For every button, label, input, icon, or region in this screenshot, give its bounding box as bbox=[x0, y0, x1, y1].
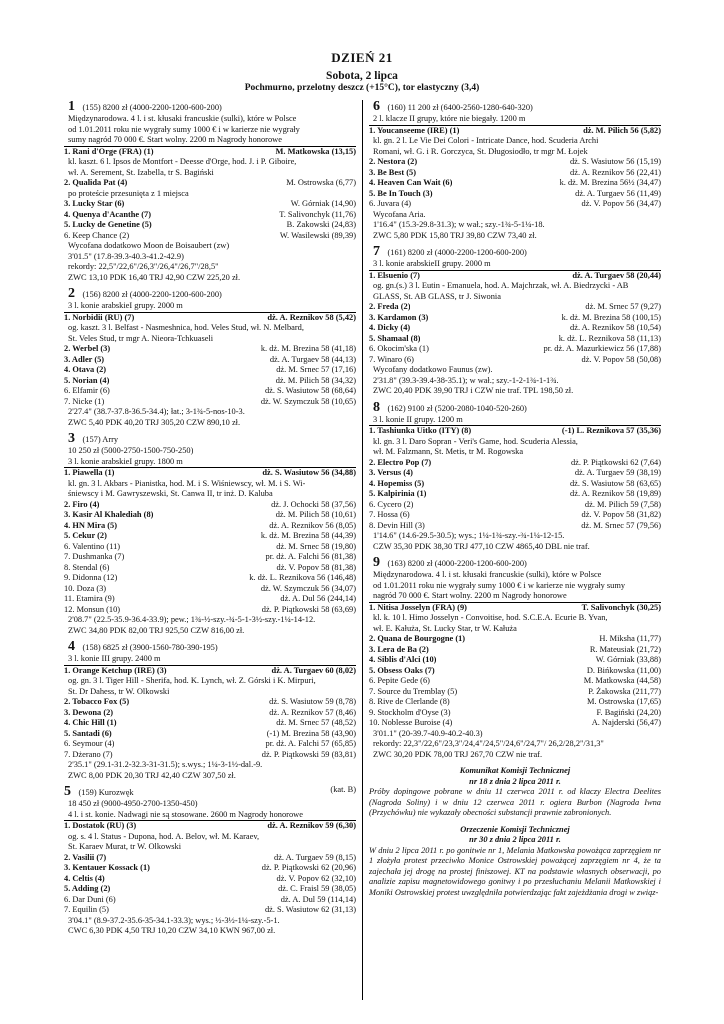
race-line: od 1.01.2011 roku nie wygrały sumy 1000 € i w karierze nie wygrały sumy bbox=[373, 580, 626, 590]
race-line: ZWC 20,40 PDK 39,90 TRJ i CZW nie traf. TPL 198,50 zł. bbox=[373, 386, 574, 395]
race-line: 2'08.7" (22.5-35.9-36.4-33.9); pew.; 1¾-½-szy.-¾-5-1-3½-szy.-1¼-14-12. bbox=[68, 615, 316, 624]
race-line: 2. Electro Pop (7) dż. P. Piątkowski 62 (7,64) bbox=[369, 457, 661, 467]
race-line: GLASS, St. AB GLASS, tr J. Siwonia bbox=[373, 291, 501, 301]
race-line: 9. Stockholm d'Oyse (3) F. Bagiński (24,20) bbox=[369, 707, 661, 717]
race-line: 3 l. konie arabskieI grupy. 2000 m bbox=[68, 301, 183, 310]
race-line: 7. Dushmanka (7) pr. dż. A. Falchi 56 (81,38) bbox=[64, 552, 356, 561]
race-line: Romani, wł. G. i R. Gorczyca, St. Długosiodło, tr mgr M. Łojek bbox=[373, 146, 588, 156]
column-divider bbox=[362, 100, 363, 1000]
race-4 bbox=[64, 640, 356, 781]
race-line: 5. Obsess Oaks (7) D. Bińkowska (11,00) bbox=[369, 665, 661, 675]
race-line: ZWC 5,40 PDK 40,20 TRJ 305,20 CZW 890,10 zł. bbox=[68, 417, 241, 427]
race-line: 5. Be In Touch (3) dż. A. Turgaev 56 (11,49) bbox=[369, 188, 661, 198]
race-line: 1. Nitisa Josselyn (FRA) (9) T. Salivonchyk (30,25) bbox=[369, 602, 661, 612]
race-line: 12. Monsun (10) dż. P. Piątkowski 58 (63,69) bbox=[64, 604, 356, 614]
race-line: 6. Pepite Gede (6) M. Matkowska (44,58) bbox=[369, 676, 661, 685]
race-line: ZWC 34,80 PDK 82,00 TRJ 925,50 CZW 816,00 zł. bbox=[68, 625, 245, 635]
race-line: 2. Nestora (2) dż. S. Wasiutow 56 (15,19) bbox=[369, 157, 661, 166]
race-line: 3 (157) Arry bbox=[68, 432, 119, 446]
race-line: 3. Lera de Ba (2) R. Mateusiak (21,72) bbox=[369, 644, 661, 654]
race-line: CZW 35,30 PDK 38,30 TRJ 477,10 CZW 4865,40 DBL nie traf. bbox=[373, 541, 590, 551]
race-line: St. Dr Dahess, tr W. Olkowski bbox=[68, 686, 170, 696]
race-line: 6. Cycero (2) dż. M. Pilich 59 (7,58) bbox=[369, 499, 661, 509]
race-line: 5. Cekur (2) k. dż. M. Brezina 58 (44,39) bbox=[64, 531, 356, 540]
race-line: 5. Kalpirinia (1) dż. A. Reznikov 58 (19,89) bbox=[369, 489, 661, 498]
race-line: 18 450 zł (9000-4950-2700-1350-450) bbox=[68, 799, 198, 808]
race-line: Międzynarodowa. 4 l. i st. kłusaki francuskie (sulki), które w Polsce bbox=[68, 114, 297, 123]
race-line: 9. Didonna (12) k. dż. L. Reznikova 56 (146,48) bbox=[64, 573, 356, 582]
race-line: og. gn.(s.) 3 l. Eutin - Emanuela, hod. A. Majchrzak, wł. A. Biedrzycki - AB bbox=[373, 281, 629, 290]
notice-1-text: Próby dopingowe pobrane w dniu 11 czerwca 2011 r. od klaczy Electra Deelites (Nagroda Soliny) i w dniu 12 czerwca 2011 r. ogiera Burbon (Nagroda Iwna (Przychówku) nie wykazały obecności substancji prawnie zabronionych. bbox=[369, 787, 661, 817]
race-line: 10. Doza (3) dż. W. Szymczuk 56 (34,07) bbox=[64, 583, 356, 593]
race-line: 8. Rive de Clerlande (8) M. Ostrowska (17,65) bbox=[369, 697, 661, 706]
race-line: 1'16.4" (15.3-29.8-31.3); w wał.; szy.-1¾-5-1¼-18. bbox=[373, 220, 545, 229]
race-1 bbox=[64, 100, 356, 283]
race-number: 7 bbox=[373, 245, 384, 259]
race-line: Wycofana Aria. bbox=[373, 209, 426, 219]
race-line: 6 (160) 11 200 zł (6400-2560-1280-640-320) bbox=[373, 100, 533, 114]
notice-2-title: Orzeczenie Komisji Technicznej bbox=[460, 824, 570, 834]
race-line: kl. gn. 2 l. Le Vie Dei Colori - Intricate Dance, hod. Scuderia Archi bbox=[373, 136, 599, 145]
race-line: 2. Qualida Pat (4) M. Ostrowska (6,77) bbox=[64, 178, 356, 187]
race-line: 4 l. i st. konie. Nadwagi nie są stosowane. 2600 m Nagrody honorowe bbox=[68, 809, 303, 819]
notice-1-title: Komunikat Komisji Technicznej bbox=[459, 766, 571, 775]
race-line: 2 l. klacze II grupy, które nie biegały. 1200 m bbox=[373, 114, 526, 123]
race-line: 3'01.1" (20-39.7-40.9-40.2-40.3) bbox=[373, 728, 483, 738]
right-column bbox=[369, 100, 661, 898]
race-line: 7. Source du Tremblay (5) P. Żakowska (211,77) bbox=[369, 686, 661, 696]
race-line: 4. Hopemiss (5) dż. S. Wasiutow 58 (63,65) bbox=[369, 478, 661, 488]
race-line: 6. Juvara (4) dż. V. Popov 56 (34,47) bbox=[369, 199, 661, 208]
race-line: 5 (159) Kurozwęk (kat. B) bbox=[64, 785, 356, 799]
race-line: 1'14.6" (14.6-29.5-30.5); wys.; 1¼-1¾-szy.-¾-1¼-12-15. bbox=[373, 531, 565, 540]
race-line: og. kaszt. 3 l. Belfast - Nasmeshnica, hod. Veles Stud, wł. N. Melbard, bbox=[68, 323, 304, 332]
race-line: og. s. 4 l. Status - Dupona, hod. A. Belov, wł. M. Karaev, bbox=[68, 831, 260, 841]
race-line: 7. Nicke (1) dż. W. Szymczuk 58 (10,65) bbox=[64, 396, 356, 406]
race-3 bbox=[64, 432, 356, 636]
race-line: 5. Shamaal (8) k. dż. L. Reznikova 58 (11,13) bbox=[369, 333, 661, 343]
race-line: 3. Kentauer Kossack (1) dż. P. Piątkowski 62 (20,96) bbox=[64, 863, 356, 872]
race-line: 4. Quenya d'Acanthe (7) T. Salivonchyk (11,76) bbox=[64, 209, 356, 219]
race-number: 2 bbox=[68, 287, 79, 301]
race-line: 2. Vasilii (7) dż. A. Turgaev 59 (8,15) bbox=[64, 852, 356, 862]
race-line: 1. Youcanseeme (IRE) (1) dż. M. Pilich 56 (5,82) bbox=[369, 125, 661, 135]
track-conditions: Pochmurno, przelotny deszcz (+15°C), tor elastyczny (3,4) bbox=[244, 83, 480, 93]
race-line: 4. Chic Hill (1) dż. M. Srnec 57 (48,52) bbox=[64, 718, 356, 727]
page-date: Sobota, 2 lipca bbox=[326, 70, 398, 82]
race-line: 10 250 zł (5000-2750-1500-750-250) bbox=[68, 446, 194, 455]
race-line: 1. Tashiunka Uitko (ITY) (8) (-1) L. Reznikova 57 (35,36) bbox=[369, 426, 661, 435]
race-number: 9 bbox=[373, 556, 384, 570]
race-number: 4 bbox=[68, 640, 79, 654]
race-line: kl. kaszt. 6 l. Ipsos de Montfort - Deesse d'Orge, hod. J. i P. Giboire, bbox=[68, 157, 297, 166]
race-line: kl. k. 10 l. Himo Josselyn - Convoitise, hod. S.C.E.A. Ecurie B. Yvan, bbox=[373, 613, 608, 622]
race-line: 2'27.4" (38.7-37.8-36.5-34.4); łat.; 3-1¾-5-nos-10-3. bbox=[68, 407, 245, 416]
race-line: 3'04.1" (8.9-37.2-35.6-35-34.1-33.3); wys.; ½-3½-1¼-szy.-5-1. bbox=[68, 915, 280, 925]
race-line: 10. Noblesse Buroise (4) A. Najderski (56,47) bbox=[369, 718, 661, 727]
race-line: 6. Valentino (11) dż. M. Srnec 58 (19,80) bbox=[64, 541, 356, 551]
race-line: 3. Versus (4) dż. A. Turgaev 59 (38,19) bbox=[369, 468, 661, 477]
race-line: 2 (156) 8200 zł (4000-2200-1200-600-200) bbox=[68, 287, 222, 301]
notice-1-subtitle: nr 18 z dnia 2 lipca 2011 r. bbox=[469, 776, 561, 786]
page-title: DZIEŃ 21 bbox=[331, 50, 393, 65]
race-line: 3 l. konie arabskieI grupy. 1800 m bbox=[68, 456, 183, 466]
race-line: 7. Winaro (6) dż. V. Popov 58 (50,08) bbox=[369, 354, 661, 364]
race-line: nagród 70 000 €. Start wolny. 2200 m Nagrody honorowe bbox=[373, 591, 567, 600]
race-line: 4 (158) 6825 zł (3900-1560-780-390-195) bbox=[68, 640, 218, 654]
race-5 bbox=[64, 785, 356, 937]
race-number: 1 bbox=[68, 100, 79, 114]
race-line: 6. Dar Duni (6) dż. A. Dul 59 (114,14) bbox=[64, 894, 356, 904]
race-line: 1. Dostatok (RU) (3) dż. A. Reznikov 59 (6,30) bbox=[64, 821, 356, 830]
race-line: 8. Devin Hill (3) dż. M. Srnec 57 (79,56) bbox=[369, 520, 661, 530]
race-line: ZWC 13,10 PDK 16,40 TRJ 42,90 CZW 225,20 zł. bbox=[68, 272, 241, 282]
race-line: 1 (155) 8200 zł (4000-2200-1200-600-200) bbox=[68, 100, 222, 114]
race-line: 1. Rani d'Orge (FRA) (1) M. Matkowska (13,15) bbox=[64, 146, 356, 156]
race-line: Wycofany dodatkowo Faunus (zw). bbox=[373, 365, 493, 374]
race-2 bbox=[64, 287, 356, 428]
race-line: kl. gn. 3 l. Akbars - Pianistka, hod. M. i S. Wiśniewscy, wł. M. i S. Wi- bbox=[68, 478, 306, 488]
race-8 bbox=[369, 401, 661, 553]
race-line: 5. Adding (2) dż. C. Fraisl 59 (38,05) bbox=[64, 884, 356, 893]
race-line: 2. Freda (2) dż. M. Srnec 57 (9,27) bbox=[369, 302, 661, 311]
race-line: Międzynarodowa. 4 l. i st. kłusaki francuskie (sulki), które w Polsce bbox=[373, 570, 602, 579]
race-line: 2'35.1" (29.1-31.2-32.3-31-31.5); s.wys.; 1¼-3-1½-dal.-9. bbox=[68, 760, 263, 769]
race-line: 6. Elfamir (6) dż. S. Wasiutow 58 (68,64) bbox=[64, 386, 356, 395]
race-line: ZWC 8,00 PDK 20,30 TRJ 42,40 CZW 307,50 zł. bbox=[68, 770, 236, 780]
race-line: 3 l. konie arabskieII grupy. 2000 m bbox=[373, 259, 491, 268]
race-line: CWC 6,30 PDK 4,50 TRJ 10,20 CZW 34,10 KWN 967,00 zł. bbox=[68, 926, 276, 935]
race-line: 3. Dewona (2) dż. A. Reznikov 57 (8,46) bbox=[64, 707, 356, 717]
race-6 bbox=[369, 100, 661, 241]
race-line: 6. Seymour (4) pr. dż. A. Falchi 57 (65,85) bbox=[64, 739, 356, 748]
race-number: 8 bbox=[373, 400, 384, 415]
race-line: 7. Equilin (5) dż. S. Wasiutow 62 (31,13) bbox=[64, 905, 356, 914]
left-column bbox=[64, 100, 356, 941]
race-line: rekordy: 22,5"/22,6"/26,3"/26,4"/26,7"/28,5" bbox=[68, 262, 219, 271]
race-line: St. Veles Stud, tr mgr A. Nieora-Tchkuaseli bbox=[68, 333, 214, 343]
race-line: 3. Lucky Star (6) W. Górniak (14,90) bbox=[64, 199, 356, 208]
race-line: 11. Etamira (9) dż. A. Dul 56 (244,14) bbox=[64, 594, 356, 603]
race-line: 1. Elsuenio (7) dż. A. Turgaev 58 (20,44) bbox=[369, 270, 661, 280]
race-line: Wycofana dodatkowo Moon de Boisaubert (zw) bbox=[68, 241, 230, 250]
race-number: 6 bbox=[373, 100, 384, 114]
race-line: 1. Norbidii (RU) (7) dż. A. Reznikov 58 (5,42) bbox=[64, 312, 356, 322]
race-line: 3 l. konie III grupy. 2400 m bbox=[68, 654, 161, 663]
race-line: St. Karaev Murat, tr W. Olkowski bbox=[68, 842, 182, 851]
race-line: 4. Siblis d'Alci (10) W. Górniak (33,88) bbox=[369, 655, 661, 664]
race-line: 2. Firo (4) dż. J. Ochocki 58 (37,56) bbox=[64, 499, 356, 509]
race-line: 4. Celtis (4) dż. V. Popov 62 (32,10) bbox=[64, 873, 356, 883]
race-line: rekordy: 22,3"/22,6"/23,3"/24,4"/24,5"/24,6"/24,7"/ 26,2/28,2"/31,3" bbox=[373, 739, 604, 748]
race-line: ZWC 5,80 PDK 15,80 TRJ 39,80 CZW 73,40 zł. bbox=[373, 230, 537, 240]
race-line: 3. Kardamon (3) k. dż. M. Brezina 58 (100,15) bbox=[369, 312, 661, 322]
race-line: ZWC 30,20 PDK 78,00 TRJ 267,70 CZW nie traf. bbox=[373, 749, 543, 759]
race-line: po proteście przesunięta z 1 miejsca bbox=[68, 188, 189, 198]
race-number: 3 bbox=[68, 432, 79, 446]
race-line: 3. Kasir Al Khalediah (8) dż. M. Pilich 58 (10,61) bbox=[64, 510, 356, 519]
race-line: 7. Hossa (6) dż. V. Popov 58 (31,82) bbox=[369, 510, 661, 519]
notice-2-subtitle: nr 30 z dnia 2 lipca 2011 r. bbox=[469, 835, 561, 844]
race-line: 5. Lucky de Genetine (5) B. Zakowski (24,83) bbox=[64, 220, 356, 229]
race-line: 2'31.8" (39.3-39.4-38-35.1); w wał.; szy.-1-2-1¾-1-1¾. bbox=[373, 375, 559, 385]
race-line: 6. Okocim'ska (1) pr. dż. A. Mazurkiewicz 56 (17,88) bbox=[369, 344, 661, 353]
race-line: śniewscy i M. Gawryszewski, St. Canwa II, tr inż. D. Kaluba bbox=[68, 489, 273, 498]
race-line: 4. Otava (2) dż. M. Srnec 57 (17,16) bbox=[64, 365, 356, 374]
race-line: 8. Stendal (6) dż. V. Popov 58 (81,38) bbox=[64, 562, 356, 572]
notice-2-text: W dniu 2 lipca 2011 r. po gonitwie nr 1, Melania Matkowska powożąca zaprzęgiem nr 1 złożyła protest przeciwko Monice Ostrowskiej powożącej zaprzęgiem nr 4, że ta zajechała jej drogę na prostej finiszowej. KT na podstawie własnych obserwacji, po analizie zapisu magnetowidowego gonitwy i po przesłuchaniu Melanii Matkowskiej i Moniki Ostrowskiej protest uwzględniła potwierdzając fakt zajeżdżania drogi w związ- bbox=[369, 845, 661, 897]
race-line: og. gn. 3 l. Tiger Hill - Sherifa, hod. K. Lynch, wł. Z. Górski i K. Mirpuri, bbox=[68, 676, 316, 685]
race-7 bbox=[369, 245, 661, 397]
race-line: 1. Piawella (1) dż. S. Wasiutow 56 (34,88) bbox=[64, 468, 356, 477]
race-line: 8 (162) 9100 zł (5200-2080-1040-520-260) bbox=[373, 400, 527, 415]
race-line: 4. HN Mira (5) dż. A. Reznikov 56 (8,05) bbox=[64, 520, 356, 530]
race-line: 4. Dicky (4) dż. A. Reznikov 58 (10,54) bbox=[369, 323, 661, 332]
race-line: 7 (161) 8200 zł (4000-2200-1200-600-200) bbox=[373, 245, 527, 259]
race-number: 5 bbox=[64, 785, 75, 799]
race-line: 9 (163) 8200 zł (4000-2200-1200-600-200) bbox=[373, 556, 527, 570]
race-line: 7. Dżerano (7) dż. P. Piątkowski 59 (83,81) bbox=[64, 749, 356, 759]
race-line: wł. A. Serement, St. Izabella, tr S. Bagiński bbox=[68, 167, 214, 177]
race-line: kl. gn. 3 l. Daro Sopran - Veri's Game, hod. Scuderia Alessia, bbox=[373, 436, 578, 446]
race-line: 1. Orange Ketchup (IRE) (3) dż. A. Turgaev 60 (8,02) bbox=[64, 665, 356, 675]
race-line: wł. E. Kałuża, St. Lucky Star, tr W. Kałuża bbox=[373, 623, 517, 633]
race-line: 3'01.5" (17.8-39.3-40.3-41.2-42.9) bbox=[68, 251, 184, 261]
race-line: wł. M. Falzmann, St. Metis, tr M. Rogowska bbox=[373, 447, 524, 456]
race-line: 2. Werbel (3) k. dż. M. Brezina 58 (41,18) bbox=[64, 344, 356, 353]
race-line: 2. Quana de Bourgogne (1) H. Miksha (11,77) bbox=[369, 634, 661, 643]
race-line: 3. Be Best (5) dż. A. Reznikov 56 (22,41) bbox=[369, 167, 661, 177]
race-line: sumy nagród 70 000 €. Start wolny. 2200 m Nagrody honorowe bbox=[68, 135, 282, 144]
race-line: 2. Tobacco Fox (5) dż. S. Wasiutow 59 (8,78) bbox=[64, 697, 356, 706]
race-line: 5. Santadi (6) (-1) M. Brezina 58 (43,90) bbox=[64, 728, 356, 738]
race-line: od 1.01.2011 roku nie wygrały sumy 1000 € i w karierze nie wygrały bbox=[68, 124, 300, 134]
race-line: 3 l. konie II grupy. 1200 m bbox=[373, 414, 463, 424]
race-line: 4. Heaven Can Wait (6) k. dż. M. Brezina 56½ (34,47) bbox=[369, 178, 661, 187]
race-line: 5. Norian (4) dż. M. Pilich 58 (34,32) bbox=[64, 375, 356, 385]
race-9 bbox=[369, 556, 661, 760]
race-line: 6. Keep Chance (2) W. Wasilewski (89,39) bbox=[64, 230, 356, 240]
race-line: 3. Adler (5) dż. A. Turgaev 58 (44,13) bbox=[64, 354, 356, 364]
